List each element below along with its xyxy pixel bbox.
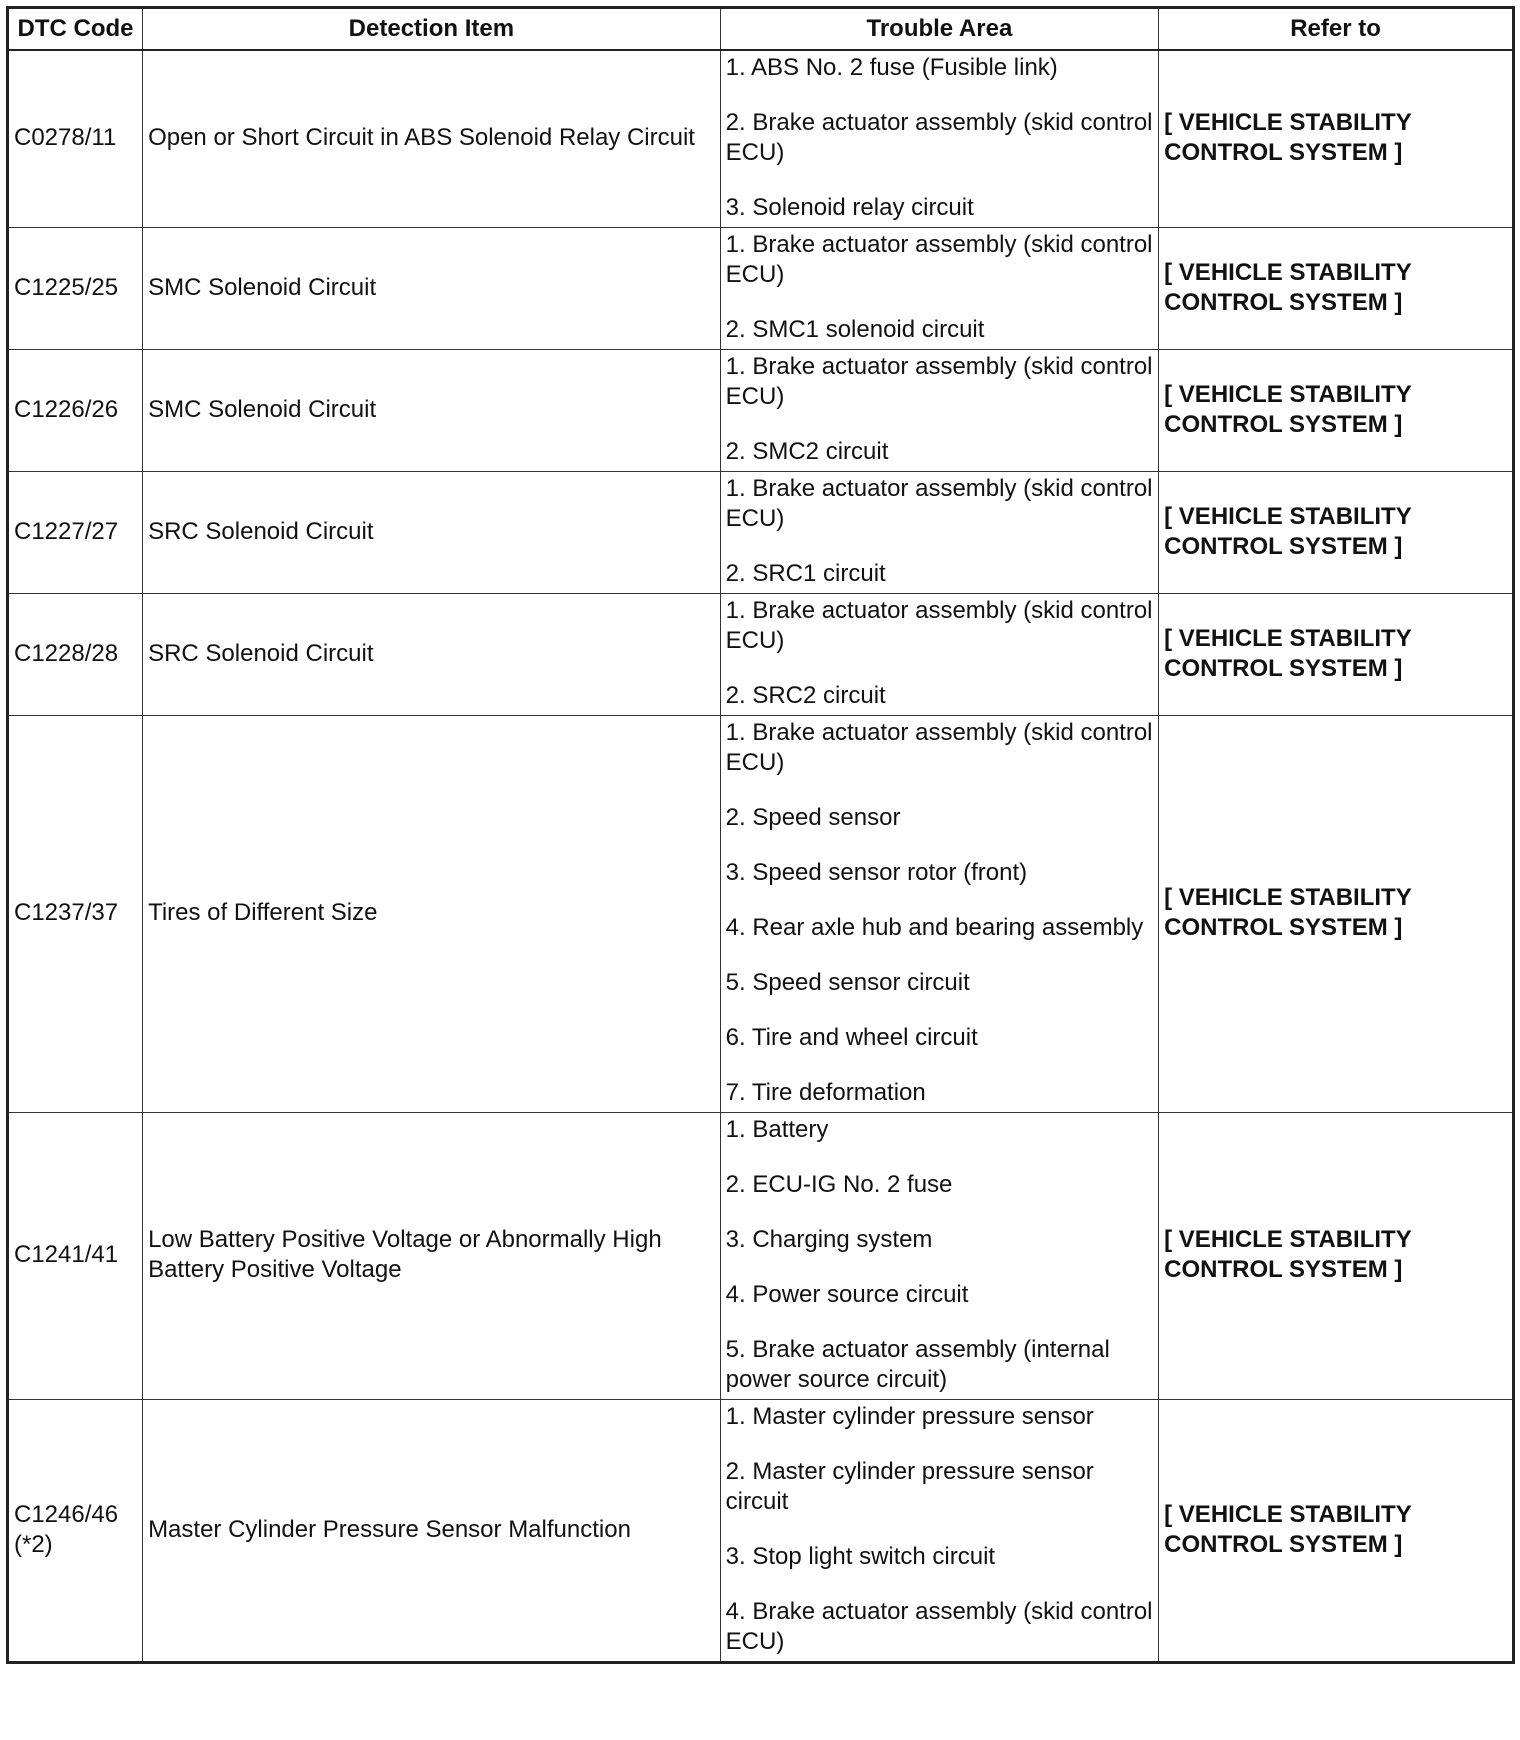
trouble-area-item: 1. Brake actuator assembly (skid control ECU) [725, 353, 1153, 410]
trouble-area-item: 2. ECU-IG No. 2 fuse [725, 1171, 953, 1198]
detection-item-cell: Master Cylinder Pressure Sensor Malfunction [143, 1400, 721, 1663]
trouble-area-item: 5. Brake actuator assembly (internal power source circuit) [725, 1336, 1110, 1393]
dtc-code-cell: C1227/27 [8, 472, 143, 594]
header-detection-item: Detection Item [143, 8, 721, 51]
trouble-area-item: 1. Brake actuator assembly (skid control ECU) [725, 231, 1153, 288]
table-row [8, 228, 1514, 350]
dtc-code-cell: C1226/26 [8, 350, 143, 472]
trouble-area-item: 6. Tire and wheel circuit [725, 1024, 978, 1051]
refer-to-cell: [ VEHICLE STABILITY CONTROL SYSTEM ] [1159, 594, 1514, 716]
trouble-area-cell [720, 228, 1158, 350]
detection-item-cell: SRC Solenoid Circuit [143, 472, 721, 594]
detection-item-cell: SMC Solenoid Circuit [143, 228, 721, 350]
dtc-table-container [6, 6, 1515, 1664]
dtc-code-cell: C1237/37 [8, 716, 143, 1113]
trouble-area-item: 5. Speed sensor circuit [725, 969, 970, 996]
trouble-area-item: 2. Speed sensor [725, 804, 901, 831]
table-row [8, 1400, 1514, 1663]
trouble-area-cell [720, 50, 1158, 228]
table-row [8, 716, 1514, 1113]
trouble-area-item: 1. Brake actuator assembly (skid control ECU) [725, 475, 1153, 532]
refer-to-cell: [ VEHICLE STABILITY CONTROL SYSTEM ] [1159, 1400, 1514, 1663]
trouble-area-item: 3. Stop light switch circuit [725, 1543, 996, 1570]
trouble-area-item: 2. SMC2 circuit [725, 438, 889, 465]
dtc-code-cell: C1228/28 [8, 594, 143, 716]
header-row [8, 8, 1514, 51]
trouble-area-item: 3. Solenoid relay circuit [725, 194, 974, 221]
refer-to-cell: [ VEHICLE STABILITY CONTROL SYSTEM ] [1159, 50, 1514, 228]
trouble-area-item: 2. Brake actuator assembly (skid control ECU) [725, 109, 1153, 166]
trouble-area-item: 2. SRC1 circuit [725, 560, 886, 587]
refer-to-cell: [ VEHICLE STABILITY CONTROL SYSTEM ] [1159, 1113, 1514, 1400]
detection-item-cell: SMC Solenoid Circuit [143, 350, 721, 472]
trouble-area-item: 2. SMC1 solenoid circuit [725, 316, 985, 343]
table-body [8, 50, 1514, 1663]
table-row [8, 50, 1514, 228]
trouble-area-item: 2. Master cylinder pressure sensor circuit [725, 1458, 1094, 1515]
header-trouble-area: Trouble Area [720, 8, 1158, 51]
trouble-area-cell [720, 472, 1158, 594]
table-row [8, 350, 1514, 472]
dtc-code-cell: C1225/25 [8, 228, 143, 350]
header-dtc-code: DTC Code [8, 8, 143, 51]
dtc-code-cell: C1246/46 (*2) [8, 1400, 143, 1663]
trouble-area-item: 4. Rear axle hub and bearing assembly [725, 914, 1144, 941]
trouble-area-item: 1. Master cylinder pressure sensor [725, 1403, 1094, 1430]
trouble-area-item: 4. Power source circuit [725, 1281, 969, 1308]
trouble-area-item: 1. Brake actuator assembly (skid control ECU) [725, 719, 1153, 776]
refer-to-cell: [ VEHICLE STABILITY CONTROL SYSTEM ] [1159, 350, 1514, 472]
dtc-table [6, 6, 1515, 1664]
table-row [8, 472, 1514, 594]
trouble-area-item: 4. Brake actuator assembly (skid control ECU) [725, 1598, 1153, 1655]
detection-item-cell: SRC Solenoid Circuit [143, 594, 721, 716]
detection-item-cell: Tires of Different Size [143, 716, 721, 1113]
trouble-area-cell [720, 1113, 1158, 1400]
trouble-area-item: 1. Battery [725, 1116, 829, 1143]
trouble-area-item: 1. ABS No. 2 fuse (Fusible link) [725, 54, 1058, 81]
trouble-area-item: 2. SRC2 circuit [725, 682, 886, 709]
table-row [8, 594, 1514, 716]
trouble-area-item: 3. Speed sensor rotor (front) [725, 859, 1028, 886]
header-refer-to: Refer to [1159, 8, 1514, 51]
trouble-area-cell [720, 1400, 1158, 1663]
refer-to-cell: [ VEHICLE STABILITY CONTROL SYSTEM ] [1159, 472, 1514, 594]
detection-item-cell: Low Battery Positive Voltage or Abnormally High Battery Positive Voltage [143, 1113, 721, 1400]
refer-to-cell: [ VEHICLE STABILITY CONTROL SYSTEM ] [1159, 228, 1514, 350]
dtc-code-cell: C1241/41 [8, 1113, 143, 1400]
dtc-code-cell: C0278/11 [8, 50, 143, 228]
table-row [8, 1113, 1514, 1400]
trouble-area-cell [720, 594, 1158, 716]
table-header [8, 8, 1514, 51]
trouble-area-cell [720, 350, 1158, 472]
trouble-area-item: 7. Tire deformation [725, 1079, 926, 1106]
trouble-area-item: 3. Charging system [725, 1226, 933, 1253]
trouble-area-cell [720, 716, 1158, 1113]
trouble-area-item: 1. Brake actuator assembly (skid control ECU) [725, 597, 1153, 654]
refer-to-cell: [ VEHICLE STABILITY CONTROL SYSTEM ] [1159, 716, 1514, 1113]
detection-item-cell: Open or Short Circuit in ABS Solenoid Relay Circuit [143, 50, 721, 228]
